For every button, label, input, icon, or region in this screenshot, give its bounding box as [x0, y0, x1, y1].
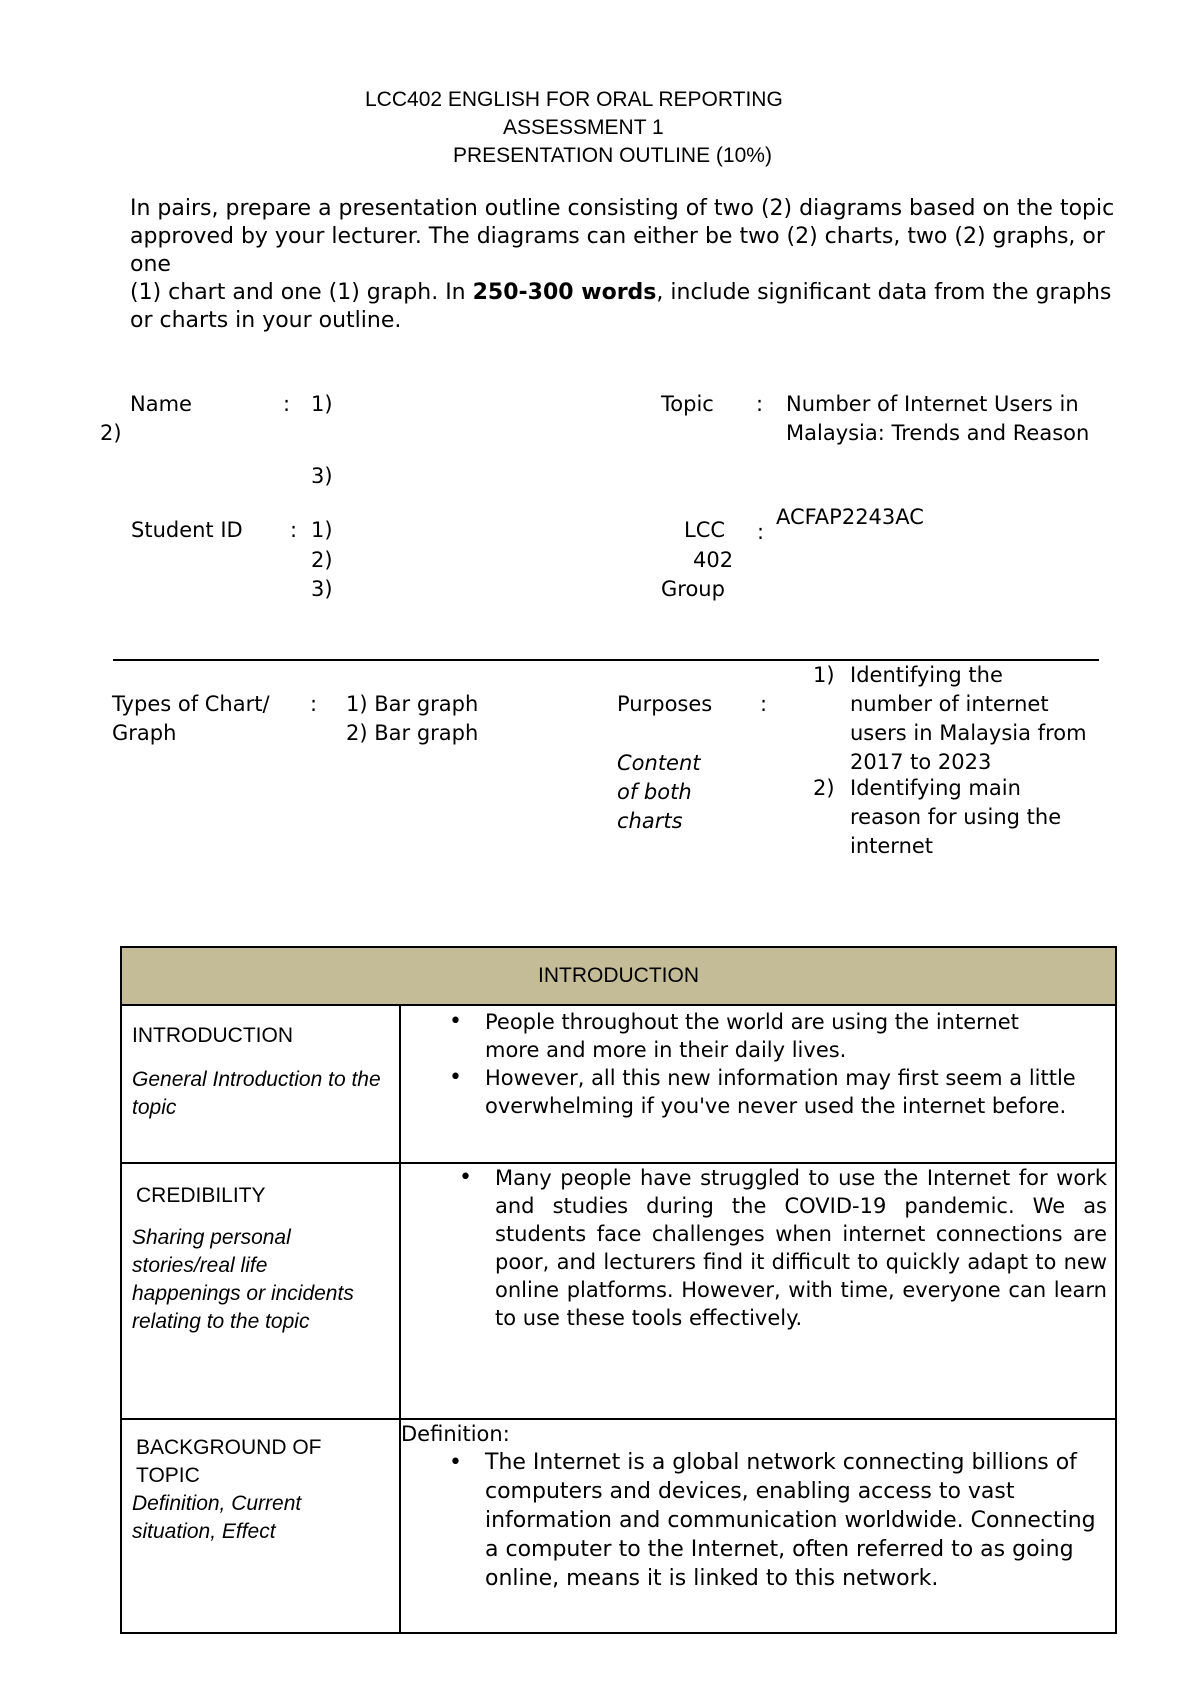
name-colon: :: [283, 392, 291, 416]
list-item: • Many people have struggled to use the Internet for work and studies during the COVID-19 pandemic. We as students face challenges when internet connections are poor, and lecturers find it difficult to quickly adapt to new online platforms. However, with time, everyone can learn to use these tools effectively.: [495, 1164, 1107, 1332]
word-count: 250-300 words: [472, 280, 657, 305]
student-id-3: 3): [311, 577, 333, 601]
purposes-sub-2: of both: [617, 780, 692, 804]
purpose-1-number: 1): [813, 663, 835, 687]
name-2: 2): [100, 421, 122, 445]
list-item: • However, all this new information may first seem a little overwhelming if you've never used the internet before.: [485, 1064, 1095, 1120]
definition-lead: Definition:: [401, 1422, 510, 1446]
name-1: 1): [311, 392, 333, 416]
instructions-part2: (1) chart and one (1) graph. In 250-300 words, include significant data from the graphs or charts in your outline.: [130, 280, 1112, 333]
row-title: BACKGROUND OF TOPIC: [136, 1436, 322, 1487]
row-title: CREDIBILITY: [136, 1184, 266, 1207]
topic-colon: :: [756, 392, 764, 416]
row-background-label: [132, 1434, 390, 1546]
doc-title-outline: PRESENTATION OUTLINE (10%): [453, 144, 772, 167]
row-credibility-label: [132, 1182, 390, 1336]
row-subtitle: Sharing personal stories/real life happenings or incidents relating to the topic: [132, 1226, 354, 1333]
row-background-content: [401, 1420, 1107, 1593]
purposes-sub-1: Content: [617, 751, 701, 775]
chart-types-label-2: Graph: [112, 721, 177, 745]
outline-table: [120, 946, 1117, 1634]
purposes-colon: :: [760, 692, 768, 716]
topic-label: Topic: [661, 392, 714, 416]
group-colon: :: [757, 520, 765, 544]
list-item: • The Internet is a global network connecting billions of computers and devices, enabling access to vast information and communication worldwide. Connecting a computer to the Internet, often referred to as going online, means it is linked to this network.: [485, 1448, 1107, 1593]
group-label-2: 402: [693, 548, 734, 572]
row-introduction-label: [132, 1022, 390, 1122]
chart-type-2: 2) Bar graph: [346, 721, 479, 745]
row-credibility-content: [409, 1164, 1107, 1332]
group-value: ACFAP2243AC: [776, 505, 924, 529]
chart-types-label-1: Types of Chart/: [112, 692, 270, 716]
outline-header: [122, 948, 1115, 1006]
group-label-1: LCC: [684, 518, 726, 542]
student-id-1: 1): [311, 518, 333, 542]
group-label-3: Group: [661, 577, 725, 601]
doc-title-assessment: ASSESSMENT 1: [503, 116, 664, 139]
name-label: Name: [130, 392, 192, 416]
row-introduction-content: [409, 1008, 1107, 1120]
purposes-sub-3: charts: [617, 809, 683, 833]
name-3: 3): [311, 464, 333, 488]
topic-value-1: Number of Internet Users in: [786, 392, 1079, 416]
student-id-2: 2): [311, 548, 333, 572]
doc-title-course: LCC402 ENGLISH FOR ORAL REPORTING: [365, 88, 783, 111]
topic-value-2: Malaysia: Trends and Reason: [786, 421, 1090, 445]
row-title: INTRODUCTION: [132, 1024, 293, 1047]
student-id-label: Student ID: [131, 518, 243, 542]
purpose-2-number: 2): [813, 776, 835, 800]
outline-header-label: INTRODUCTION: [538, 964, 699, 987]
instructions: [130, 195, 1130, 335]
instructions-part1: In pairs, prepare a presentation outline consisting of two (2) diagrams based on the topic approved by your lecturer. The diagrams can either be two (2) charts, two (2) graphs, or one: [130, 196, 1115, 277]
chart-type-1: 1) Bar graph: [346, 692, 479, 716]
purposes-label: Purposes: [617, 692, 713, 716]
list-item: • People throughout the world are using the internet more and more in their daily lives.: [485, 1008, 1045, 1064]
chart-types-colon: :: [310, 692, 318, 716]
purpose-2: Identifying main reason for using the internet: [850, 776, 1062, 858]
student-id-colon: :: [290, 518, 298, 542]
row-subtitle: General Introduction to the topic: [132, 1068, 381, 1119]
purpose-1: Identifying the number of internet users in Malaysia from 2017 to 2023: [850, 663, 1087, 774]
row-subtitle: Definition, Current situation, Effect: [132, 1492, 302, 1543]
